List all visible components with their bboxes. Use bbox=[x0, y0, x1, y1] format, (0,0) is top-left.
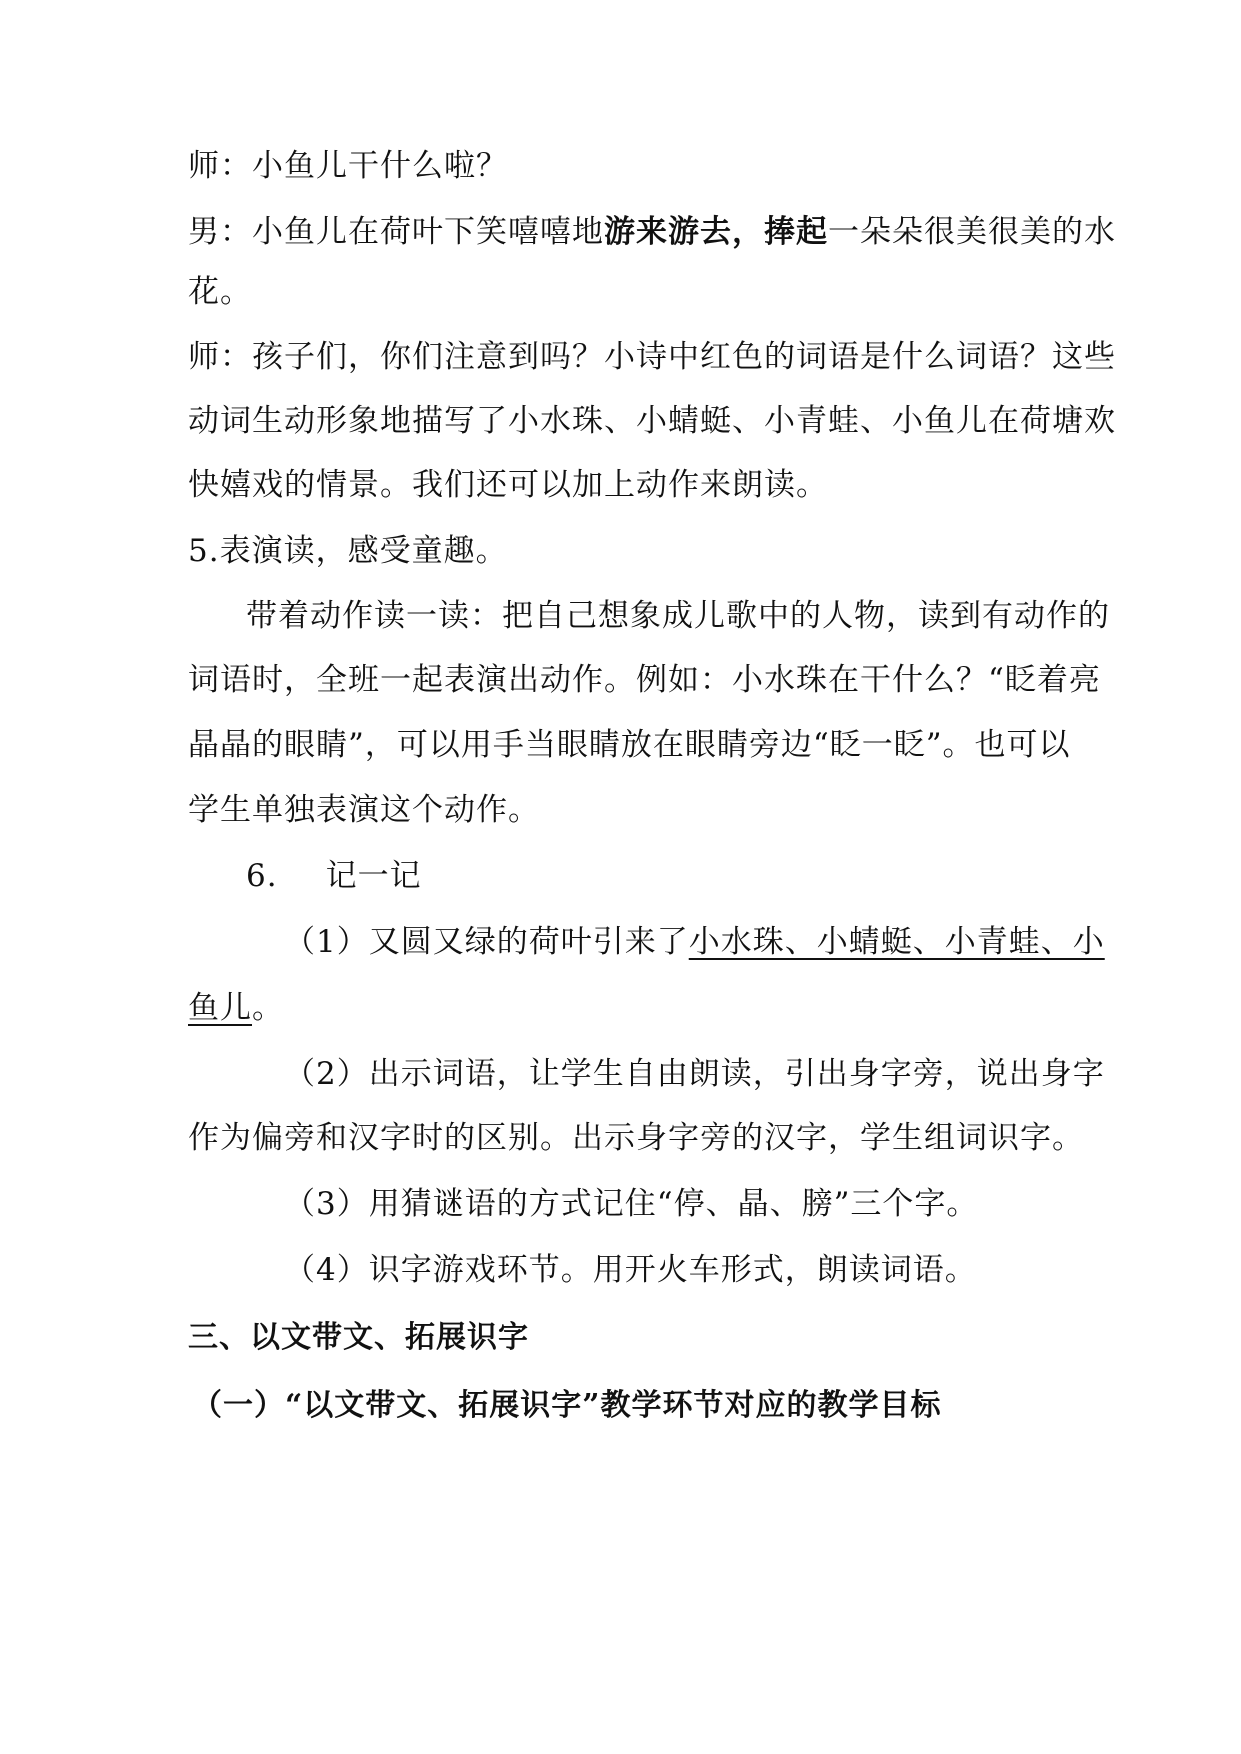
text: 作为偏旁和汉字时的区别。出示身字旁的汉字，学生组词识字。 bbox=[188, 1120, 1084, 1156]
text: 男：小鱼儿在荷叶下笑嘻嘻地 bbox=[188, 214, 604, 250]
paragraph-perform-2 bbox=[188, 660, 1101, 700]
step-5-heading bbox=[188, 531, 1068, 571]
text: 5.表演读，感受童趣。 bbox=[188, 533, 508, 569]
text: 动词生动形象地描写了小水珠、小蜻蜓、小青蛙、小鱼儿在荷塘欢 bbox=[188, 403, 1116, 439]
text: 词语时，全班一起表演出动作。例如：小水珠在干什么？“眨着亮 bbox=[188, 662, 1101, 698]
paragraph-perform-1 bbox=[246, 596, 1126, 636]
text: 三、以文带文、拓展识字 bbox=[188, 1320, 529, 1355]
step-6-heading bbox=[246, 856, 1126, 896]
text: 晶晶的眼睛”，可以用手当眼睛放在眼睛旁边“眨一眨”。也可以 bbox=[188, 727, 1071, 763]
paragraph-perform-4 bbox=[188, 790, 1068, 830]
paragraph-boy-answer bbox=[188, 212, 1116, 252]
text: 快嬉戏的情景。我们还可以加上动作来朗读。 bbox=[188, 467, 828, 503]
text: （一）“以文带文、拓展识字”教学环节对应的教学目标 bbox=[192, 1388, 942, 1423]
text: 师：孩子们，你们注意到吗？小诗中红色的词语是什么词语？这些 bbox=[188, 339, 1116, 375]
step-number: 6. bbox=[246, 858, 278, 894]
paragraph-teacher-question bbox=[188, 146, 1068, 186]
text: （3）用猜谜语的方式记住“停、晶、膀”三个字。 bbox=[284, 1186, 979, 1222]
text: 花。 bbox=[188, 274, 252, 310]
subsection-heading bbox=[192, 1386, 1072, 1426]
item-2-line-1 bbox=[284, 1054, 1105, 1094]
text: 。 bbox=[252, 990, 284, 1026]
bold-verbs: 游来游去，捧起 bbox=[604, 214, 828, 250]
text: 记一记 bbox=[325, 858, 422, 894]
paragraph-perform-3 bbox=[188, 725, 1071, 765]
text: 一朵朵很美很美的水 bbox=[828, 214, 1116, 250]
text: 学生单独表演这个动作。 bbox=[188, 792, 540, 828]
paragraph-teacher-explain-1 bbox=[188, 337, 1116, 377]
paragraph-boy-answer-cont bbox=[188, 272, 1068, 312]
paragraph-teacher-explain-3 bbox=[188, 465, 1068, 505]
paragraph-teacher-explain-2 bbox=[188, 401, 1116, 441]
underlined-text: 小水珠、小蜻蜓、小青蛙、小 bbox=[688, 924, 1105, 960]
text: 师：小鱼儿干什么啦？ bbox=[188, 148, 508, 184]
underlined-text: 鱼儿 bbox=[188, 990, 252, 1026]
text: （4）识字游戏环节。用开火车形式，朗读词语。 bbox=[284, 1252, 977, 1288]
text: （2）出示词语，让学生自由朗读，引出身字旁，说出身字 bbox=[284, 1056, 1105, 1092]
item-2-line-2 bbox=[188, 1118, 1084, 1158]
text: 带着动作读一读：把自己想象成儿歌中的人物，读到有动作的 bbox=[246, 598, 1110, 634]
text: （1）又圆又绿的荷叶引来了 bbox=[284, 924, 689, 960]
item-3 bbox=[284, 1184, 1084, 1224]
section-heading bbox=[188, 1318, 1068, 1358]
item-1-cont bbox=[188, 988, 1068, 1028]
item-4 bbox=[284, 1250, 1084, 1290]
item-1 bbox=[284, 922, 1105, 962]
